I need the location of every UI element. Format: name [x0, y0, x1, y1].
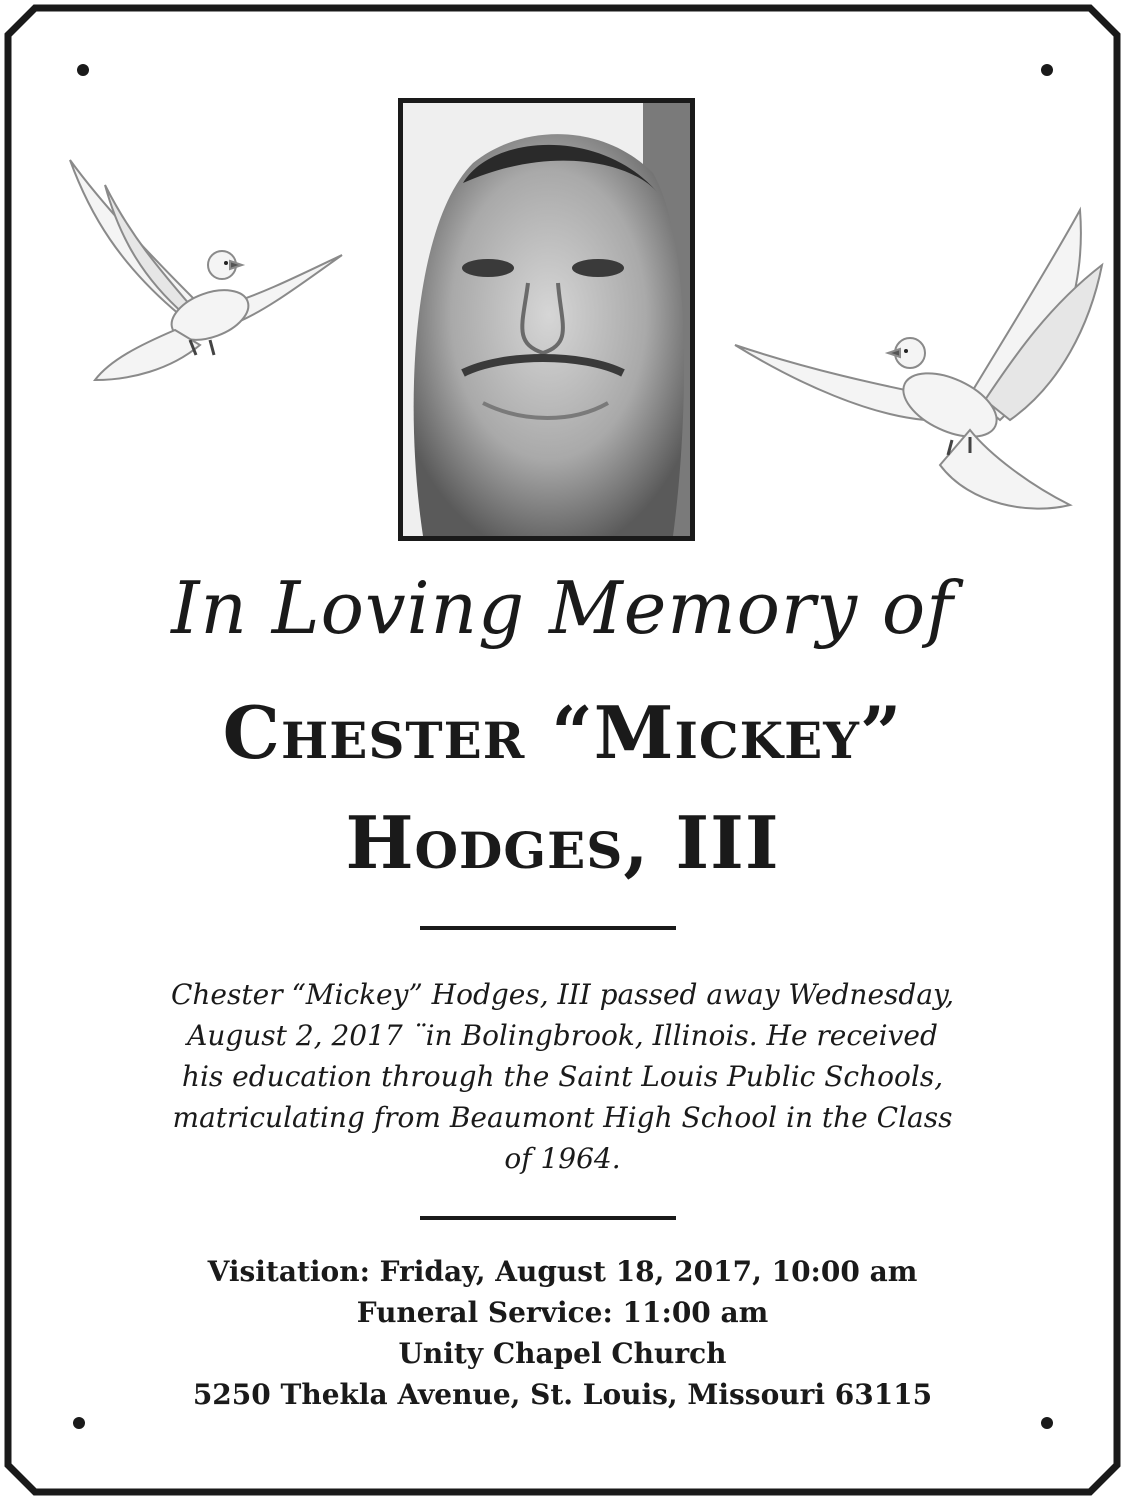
dove-icon	[730, 205, 1115, 525]
in-loving-memory-heading: In Loving Memory of	[171, 566, 954, 650]
portrait-photo	[398, 98, 695, 541]
corner-dot-top-right	[1041, 64, 1053, 76]
church-name: Unity Chapel Church	[398, 1337, 727, 1370]
obituary-text: Chester “Mickey” Hodges, III passed away Wednesday, August 2, 2017 ¨in Bolingbrook, Illinois. He received his education through the Saint Louis Public Schools, matriculating from Beaumont High School in the Class of 1964.	[170, 978, 955, 1175]
corner-dot-top-left	[77, 64, 89, 76]
visitation-info: Visitation: Friday, August 18, 2017, 10:00 am	[207, 1255, 918, 1288]
church-address: 5250 Thekla Avenue, St. Louis, Missouri 63115	[192, 1378, 933, 1411]
corner-dot-bottom-right	[1041, 1417, 1053, 1429]
dove-icon	[50, 155, 350, 400]
divider-rule	[420, 1216, 676, 1220]
funeral-service-info: Funeral Service: 11:00 am	[356, 1296, 769, 1329]
divider-rule	[420, 926, 676, 930]
deceased-name-line-1: Chester “Mickey”	[222, 690, 903, 775]
corner-dot-bottom-left	[73, 1417, 85, 1429]
deceased-name-line-2: Hodges, III	[345, 800, 780, 885]
